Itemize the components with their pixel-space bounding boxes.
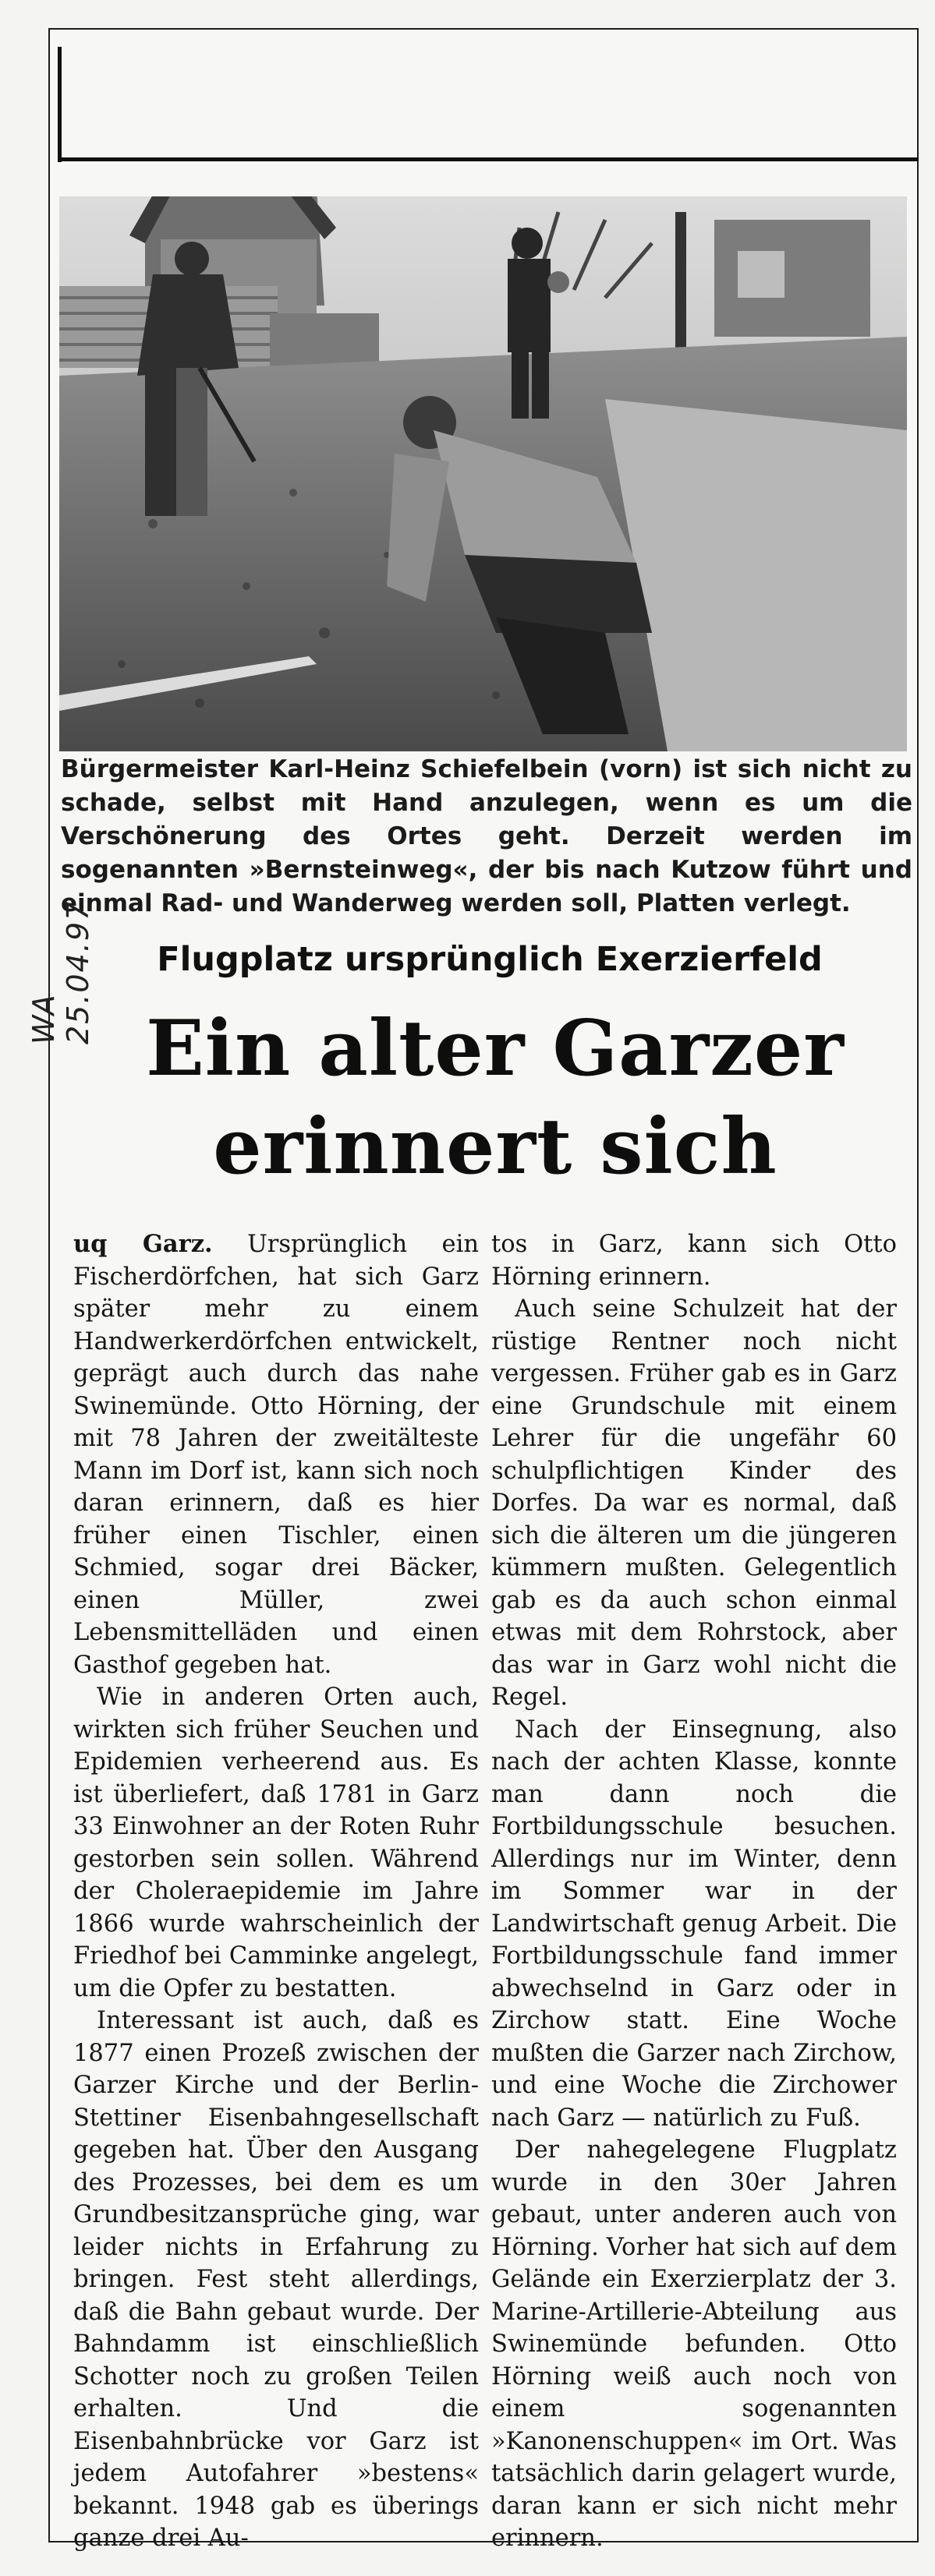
paragraph: Auch seine Schulzeit hat der rüstige Rentner noch nicht vergessen. Früher gab es in Garz eine Grundschule mit einem Lehrer für die ungefähr 60 schulpflichtigen Kinder des Dorfes. Da war es normal, daß sich die älteren um die jüngeren kümmern mußten. Gelegentlich gab es da auch schon einmal etwas mit dem Rohrstock, aber das war in Garz wohl nicht die Regel.	[491, 1295, 897, 1711]
byline: uq Garz.	[73, 1230, 213, 1258]
kicker-headline: Flugplatz ursprünglich Exerzierfeld	[157, 940, 823, 979]
paragraph: Wie in anderen Orten auch, wirkten sich früher Seuchen und Epidemien verheerend aus. Es ist überliefert, daß 1781 in Garz 33 Einwohner an der Roten Ruhr gestorben sein sollen. Während der Choleraepidemie im Jahre 1866 wurde wahrscheinlich der Friedhof bei Camminke angelegt, um die Opfer zu bestatten.	[73, 1684, 479, 2002]
news-photo	[59, 196, 907, 751]
handwritten-date-note: WA 25.04.97	[27, 899, 95, 1044]
article-column-right	[491, 1228, 897, 2555]
paragraph: Der nahegelegene Flugplatz wurde in den 30er Jahren gebaut, unter anderen auch von Hörning. Vorher hat sich auf dem Gelände ein Exerzierplatz der 3. Marine-Artillerie-Abteilung aus Swinemünde befunden. Otto Hörning weiß auch noch von einem sogenannten »Kanonenschuppen« im Ort. Was tatsächlich darin gelagert wurde, daran kann er sich nicht mehr erinnern.	[491, 2136, 897, 2552]
paragraph: uq Garz. Ursprünglich ein Fischerdörfchen, hat sich Garz später mehr zu einem Handwerkerdörfchen entwickelt, geprägt auch durch das nahe Swinemünde. Otto Hörning, der mit 78 Jahren der zweitälteste Mann im Dorf ist, kann sich noch daran erinnern, daß es hier früher einen Tischler, einen Schmied, sogar drei Bäcker, einen Müller, zwei Lebensmittelläden und einen Gasthof gegeben hat.	[73, 1230, 479, 1679]
article-column-left	[73, 1228, 479, 2555]
main-headline	[62, 1000, 928, 1196]
headline-line-1: Ein alter Garzer	[146, 1004, 845, 1094]
corner-rule-vertical	[58, 47, 62, 162]
photo-caption: Bürgermeister Karl-Heinz Schiefelbein (vorn) ist sich nicht zu schade, selbst mit Hand anzulegen, wenn es um die Verschönerung des Ortes geht. Derzeit werden im sogenannten »Bernsteinweg«, der bis nach Kutzow führt und einmal Rad- und Wanderweg werden soll, Platten verlegt.	[61, 755, 912, 917]
headline-line-2: erinnert sich	[213, 1102, 777, 1192]
paragraph: Interessant ist auch, daß es 1877 einen Prozeß zwischen der Garzer Kirche und der Berlin-Stettiner Eisenbahngesellschaft gegeben hat. Über den Ausgang des Prozesses, bei dem es um Grundbesitzansprüche ging, war leider nichts in Erfahrung zu bringen. Fest steht allerdings, daß die Bahn gebaut wurde. Der Bahndamm ist einschließlich Schotter noch zu großen Teilen erhalten. Und die Eisenbahnbrücke vor Garz ist jedem Autofahrer »bestens« bekannt. 1948 gab es überings ganze drei Au-	[73, 2007, 479, 2552]
paragraph: Nach der Einsegnung, also nach der achten Klasse, konnte man dann noch die Fortbildungsschule besuchen. Allerdings nur im Winter, denn im Sommer war in der Landwirtschaft genug Arbeit. Die Fortbildungsschule fand immer abwechselnd in Garz oder in Zirchow statt. Eine Woche mußten die Garzer nach Zirchow, und eine Woche die Zirchower nach Garz — natürlich zu Fuß.	[491, 1716, 897, 2132]
corner-rule-horizontal	[58, 157, 919, 161]
paragraph: tos in Garz, kann sich Otto Hörning erinnern.	[491, 1231, 897, 1291]
